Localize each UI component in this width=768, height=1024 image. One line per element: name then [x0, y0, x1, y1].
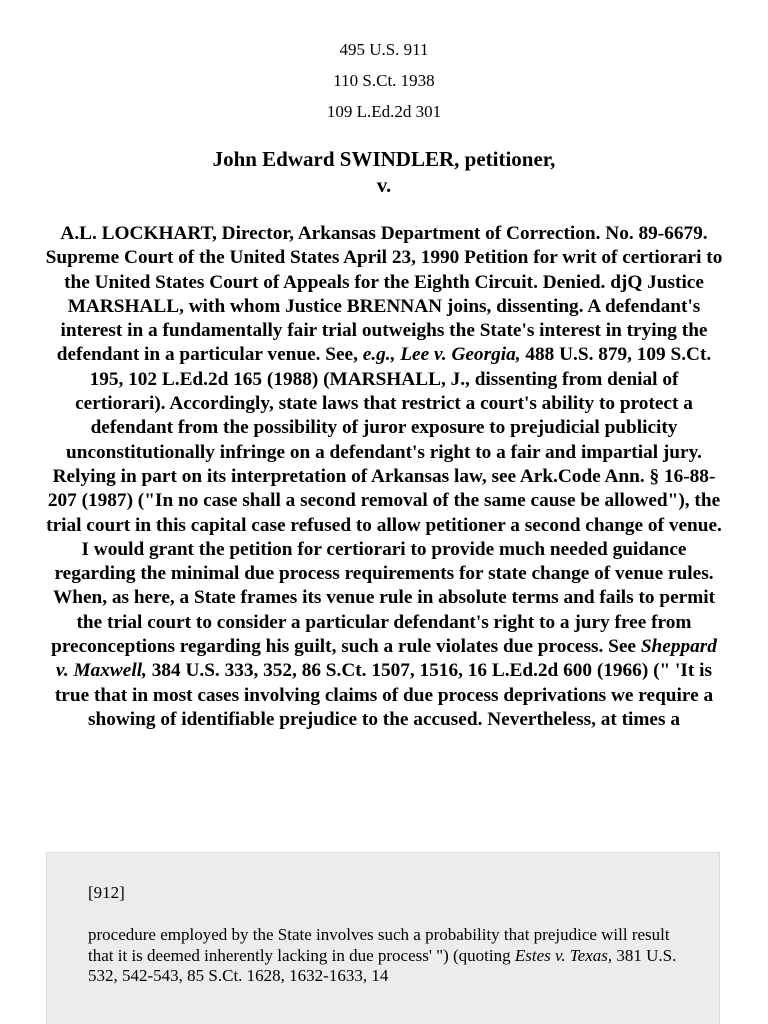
lee-v-georgia-citation: e.g., Lee v. Georgia,	[362, 344, 521, 366]
continuation-text	[88, 925, 688, 987]
citation-header	[0, 34, 768, 127]
page-marker: [912]	[88, 883, 125, 902]
supreme-court-reporter-citation: 110 S.Ct. 1938	[333, 71, 435, 90]
us-reports-citation: 495 U.S. 911	[339, 40, 429, 59]
lawyers-edition-citation: 109 L.Ed.2d 301	[326, 102, 442, 121]
estes-v-texas-citation: Estes v. Texas,	[514, 945, 613, 965]
case-title-petitioner: John Edward SWINDLER, petitioner,	[212, 147, 556, 171]
page-continuation-box	[46, 852, 720, 1024]
opinion-text	[44, 222, 724, 732]
opinion-part-1: A.L. LOCKHART, Director, Arkansas Department of Correction. No. 89-6679. Supreme Court of the United States April 23, 1990 Petition for writ of certiorari to the United States Court of Appeals for the Eighth Circuit. Denied. djQ Justice MARSHALL, with whom Justice BRENNAN joins, dissenting. A defendant's interest in a fundamentally fair trial outweighs the State's interest in trying the defendant in a particular venue. See,	[45, 223, 723, 366]
case-title-versus: v.	[376, 173, 392, 197]
case-title	[0, 146, 768, 198]
opinion-part-2: 488 U.S. 879, 109 S.Ct. 195, 102 L.Ed.2d 165 (1988) (MARSHALL, J., dissenting from denial of certiorari). Accordingly, state laws that restrict a court's ability to protect a defendant from the possibility of juror exposure to prejudicial publicity unconstitutionally infringe on a defendant's right to a fair and impartial jury. Relying in part on its interpretation of Arkansas law, see Ark.Code Ann. § 16-88-207 (1987) ("In no case shall a second removal of the same cause be allowed"), the trial court in this capital case refused to allow petitioner a second change of venue. I would grant the petition for certiorari to provide much needed guidance regarding the minimal due process requirements for state change of venue rules. When, as here, a State frames its venue rule in absolute terms and fails to permit the trial court to consider a particular defendant's right to a jury free from preconceptions regarding his guilt, such a rule violates due process. See	[46, 344, 722, 658]
continuation-part-1: procedure employed by the State involves such a probability that prejudice will result that it is deemed inherently lacking in due process' ") (quoting	[88, 925, 670, 965]
sheppard-v-maxwell-citation: Sheppard v. Maxwell,	[56, 636, 717, 682]
opinion-part-3: 384 U.S. 333, 352, 86 S.Ct. 1507, 1516, 16 L.Ed.2d 600 (1966) (" 'It is true that in most cases involving claims of due process deprivations we require a showing of identifiable prejudice to the accused. Nevertheless, at times a	[54, 660, 714, 730]
continuation-part-2: 381 U.S. 532, 542-543, 85 S.Ct. 1628, 1632-1633, 14	[88, 945, 677, 985]
